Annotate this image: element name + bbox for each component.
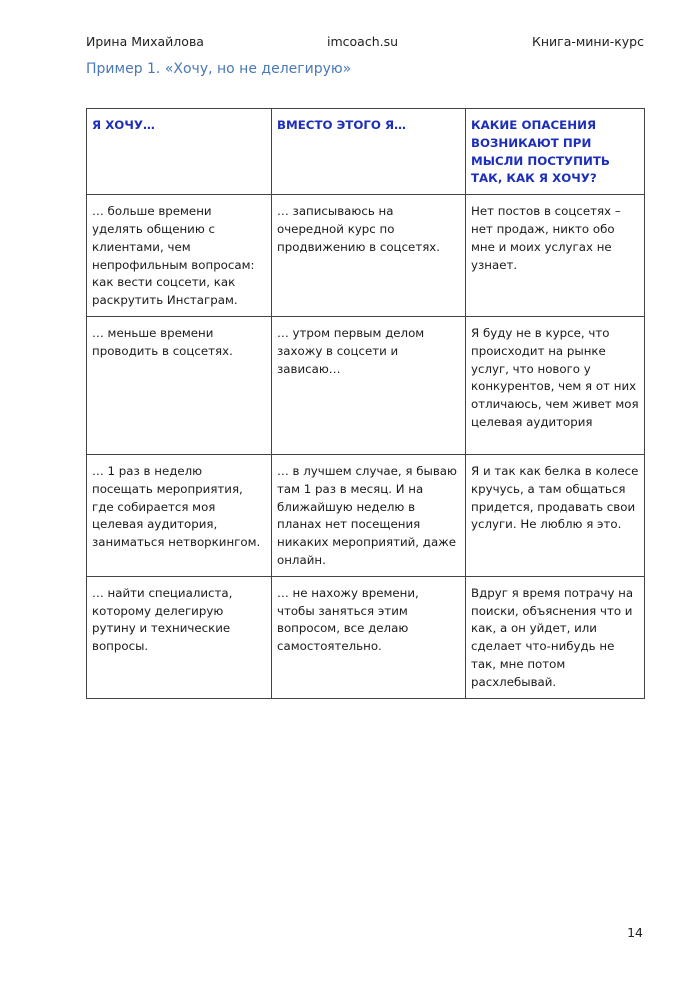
table-cell-fears: Я и так как белка в колесе кручусь, а там общаться придется, продавать свои услуги. Не люблю я это. (466, 454, 645, 576)
example-title: Пример 1. «Хочу, но не делегирую» (86, 61, 352, 77)
table-row (87, 195, 645, 317)
table-cell-instead: … не нахожу времени, чтобы заняться этим вопросом, все делаю самостоятельно. (272, 576, 466, 698)
table-header-row (87, 109, 645, 195)
header-author: Ирина Михайлова (86, 34, 204, 49)
table-cell-fears: Я буду не в курсе, что происходит на рынке услуг, что нового у конкурентов, чем я от них отличаюсь, чем живет моя целевая аудитория (466, 316, 645, 454)
column-header-instead: ВМЕСТО ЭТОГО Я… (272, 109, 466, 195)
fears-table (86, 108, 645, 699)
header-site: imcoach.su (327, 34, 399, 49)
table-row (87, 454, 645, 576)
header-book-title: Книга-мини-курс (531, 34, 644, 49)
page-number: 14 (627, 925, 643, 940)
table-cell-fears: Нет постов в соцсетях – нет продаж, никто обо мне и моих услугах не узнает. (466, 195, 645, 317)
table-row (87, 316, 645, 454)
table-cell-instead: … записываюсь на очередной курс по продвижению в соцсетях. (272, 195, 466, 317)
table-cell-want: … меньше времени проводить в соцсетях. (87, 316, 272, 454)
page-header (86, 34, 644, 52)
table-cell-instead: … утром первым делом захожу в соцсети и зависаю… (272, 316, 466, 454)
table-cell-want: … 1 раз в неделю посещать мероприятия, где собирается моя целевая аудитория, заниматься нетворкингом. (87, 454, 272, 576)
column-header-want: Я ХОЧУ… (87, 109, 272, 195)
table-cell-instead: … в лучшем случае, я бываю там 1 раз в месяц. И на ближайшую неделю в планах нет посещения никаких мероприятий, даже онлайн. (272, 454, 466, 576)
table-cell-fears: Вдруг я время потрачу на поиски, объяснения что и как, а он уйдет, или сделает что-нибудь не так, мне потом расхлебывай. (466, 576, 645, 698)
table-row (87, 576, 645, 698)
table-cell-want: … больше времени уделять общению с клиентами, чем непрофильным вопросам: как вести соцсети, как раскрутить Инстаграм. (87, 195, 272, 317)
column-header-fears: КАКИЕ ОПАСЕНИЯ ВОЗНИКАЮТ ПРИ МЫСЛИ ПОСТУПИТЬ ТАК, КАК Я ХОЧУ? (466, 109, 645, 195)
table-cell-want: … найти специалиста, которому делегирую рутину и технические вопросы. (87, 576, 272, 698)
